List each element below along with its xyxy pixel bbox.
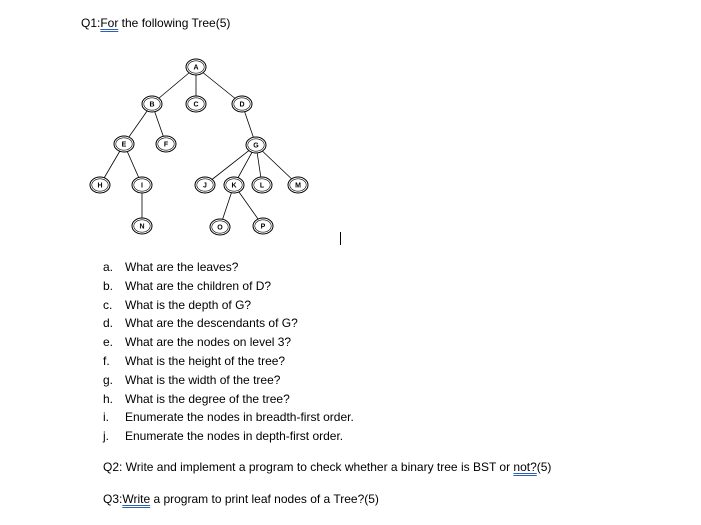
tree-node-p — [253, 218, 273, 234]
tree-node-g — [246, 137, 266, 153]
q1-rest: the following Tree(5) — [118, 16, 231, 30]
tree-node-m — [288, 177, 308, 193]
tree-node-a — [186, 59, 206, 75]
tree-node-label: K — [231, 182, 237, 190]
tree-node-n — [132, 218, 152, 234]
tree-node-label: G — [253, 142, 259, 150]
tree-node-label: J — [203, 182, 207, 190]
tree-node-label: C — [193, 101, 199, 109]
tree-node-label: H — [97, 182, 103, 190]
tree-node-label: B — [149, 101, 155, 109]
tree-node-i — [132, 177, 152, 193]
tree-node-label: D — [239, 101, 245, 109]
tree-node-label: L — [259, 182, 265, 190]
tree-node-k — [224, 177, 244, 193]
tree-node-label: A — [193, 64, 199, 72]
tree-node-o — [210, 219, 230, 235]
tree-node-label: F — [163, 141, 169, 149]
q1-prefix: Q1: — [81, 16, 101, 30]
q2-rest: (5) — [536, 460, 552, 474]
tree-diagram — [0, 0, 701, 260]
q3-heading — [103, 492, 379, 506]
tree-node-label: O — [217, 224, 223, 232]
tree-node-l — [252, 177, 272, 193]
q2-word: not? — [513, 460, 537, 474]
tree-node-e — [114, 136, 134, 152]
tree-node-label: E — [121, 141, 127, 149]
tree-node-f — [156, 136, 176, 152]
tree-node-label: P — [260, 223, 266, 231]
tree-node-c — [186, 96, 206, 112]
tree-node-h — [90, 177, 110, 193]
q2-text: Q2: Write and implement a program to check whether a binary tree is BST or — [103, 460, 514, 474]
tree-node-label: I — [141, 182, 143, 190]
text-cursor — [340, 232, 341, 245]
q3-rest: a program to print leaf nodes of a Tree?(5) — [150, 492, 379, 506]
tree-node-d — [232, 96, 252, 112]
tree-node-label: N — [139, 223, 145, 231]
q2-heading — [103, 460, 551, 474]
tree-node-b — [142, 96, 162, 112]
q3-word: Write — [122, 492, 151, 506]
q3-prefix: Q3: — [103, 492, 123, 506]
q1-word: For — [100, 16, 119, 30]
tree-node-label: M — [295, 182, 301, 190]
tree-node-j — [195, 177, 215, 193]
